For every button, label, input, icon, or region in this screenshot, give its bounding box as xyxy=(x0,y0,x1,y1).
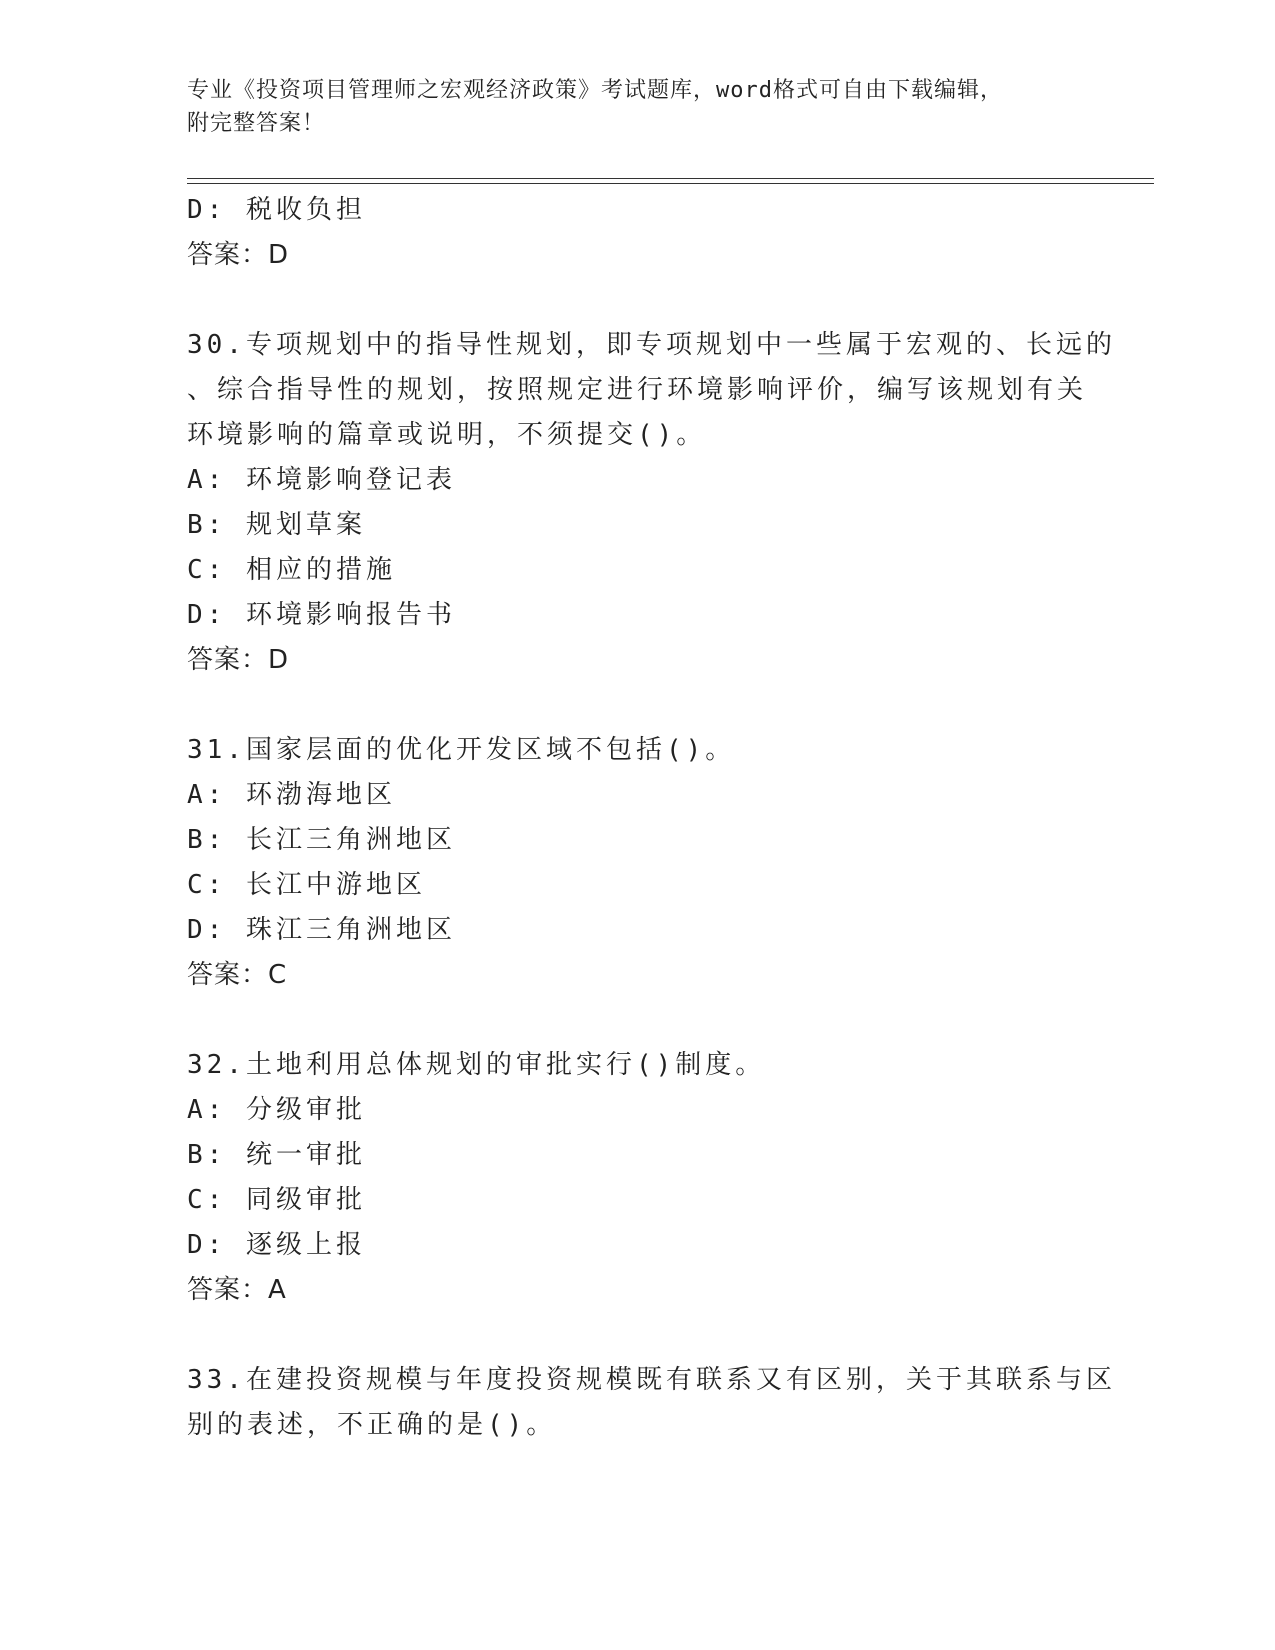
prev-option-d: D: 税收负担 xyxy=(187,195,366,225)
q30-answer: 答案：D xyxy=(187,645,290,675)
q31-option-d: D: 珠江三角洲地区 xyxy=(187,915,456,945)
prev-answer: 答案：D xyxy=(187,240,290,270)
q31-option-b: B: 长江三角洲地区 xyxy=(187,825,456,855)
header-divider-top xyxy=(187,178,1154,179)
q32-answer: 答案：A xyxy=(187,1275,287,1305)
q32-option-d: D: 逐级上报 xyxy=(187,1230,366,1260)
q30-text-line-3: 环境影响的篇章或说明，不须提交()。 xyxy=(187,420,707,450)
q30-text-line-2: 、综合指导性的规划，按照规定进行环境影响评价，编写该规划有关 xyxy=(187,375,1088,405)
q32-text-line-1: 32.土地利用总体规划的审批实行()制度。 xyxy=(187,1050,766,1080)
q31-answer: 答案：C xyxy=(187,960,288,990)
q31-option-c: C: 长江中游地区 xyxy=(187,870,426,900)
q30-option-d: D: 环境影响报告书 xyxy=(187,600,456,630)
q32-option-b: B: 统一审批 xyxy=(187,1140,366,1170)
q30-option-b: B: 规划草案 xyxy=(187,510,366,540)
q33-text-line-1: 33.在建投资规模与年度投资规模既有联系又有区别，关于其联系与区 xyxy=(187,1365,1116,1395)
header-divider-bottom xyxy=(187,183,1154,184)
document-header xyxy=(187,74,1067,140)
q30-text-line-1: 30.专项规划中的指导性规划，即专项规划中一些属于宏观的、长远的 xyxy=(187,330,1116,360)
q32-option-a: A: 分级审批 xyxy=(187,1095,366,1125)
header-line-1: 专业《投资项目管理师之宏观经济政策》考试题库，word格式可自由下载编辑， xyxy=(187,78,1003,103)
q32-option-c: C: 同级审批 xyxy=(187,1185,366,1215)
q33-text-line-2: 别的表述，不正确的是()。 xyxy=(187,1410,557,1440)
header-line-2: 附完整答案！ xyxy=(187,111,326,136)
q30-option-c: C: 相应的措施 xyxy=(187,555,396,585)
q31-option-a: A: 环渤海地区 xyxy=(187,780,396,810)
q31-text-line-1: 31.国家层面的优化开发区域不包括()。 xyxy=(187,735,736,765)
q30-option-a: A: 环境影响登记表 xyxy=(187,465,456,495)
